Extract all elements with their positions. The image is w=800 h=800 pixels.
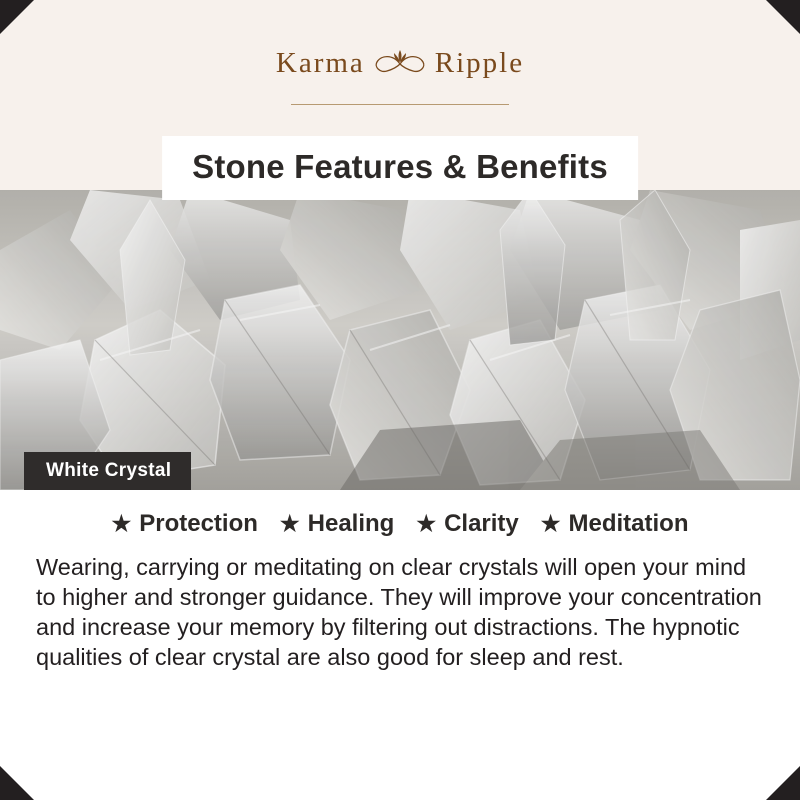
- brand-name-left: Karma: [275, 46, 365, 79]
- brand-logo: [0, 46, 800, 80]
- corner-accent-bottom-left: [0, 766, 34, 800]
- brand-divider: [291, 104, 509, 105]
- corner-accent-top-right: [766, 0, 800, 34]
- benefit-item: [541, 510, 689, 538]
- benefits-list: [0, 510, 800, 538]
- benefit-item: [416, 510, 518, 538]
- benefit-item: [111, 510, 257, 538]
- white-crystal-cluster-photo: [0, 190, 800, 490]
- benefit-label: Clarity: [444, 510, 519, 537]
- stone-name-tag: [24, 452, 191, 490]
- brand-logo-inner: [276, 46, 524, 80]
- corner-accent-top-left: [0, 0, 34, 34]
- lotus-infinity-icon: [371, 46, 429, 80]
- description-text: Wearing, carrying or meditating on clear crystals will open your mind to higher and stronger guidance. They will improve your concentration and increase your memory by filtering out distractions. The hypnotic qualities of clear crystal are also good for sleep and rest.: [36, 554, 762, 671]
- benefit-label: Healing: [307, 510, 395, 537]
- star-icon: ★: [416, 511, 437, 536]
- crystal-illustration: [0, 190, 800, 490]
- page-title-text: Stone Features & Benefits: [192, 148, 608, 185]
- star-icon: ★: [279, 511, 300, 536]
- body-area: [0, 490, 800, 800]
- stone-name-label: White Crystal: [46, 460, 172, 481]
- benefit-label: Protection: [139, 510, 258, 537]
- page-title: [162, 136, 638, 200]
- brand-name-right: Ripple: [434, 46, 525, 79]
- corner-accent-bottom-right: [766, 766, 800, 800]
- benefit-label: Meditation: [568, 510, 689, 537]
- star-icon: ★: [540, 511, 561, 536]
- star-icon: ★: [111, 511, 132, 536]
- benefit-item: [280, 510, 394, 538]
